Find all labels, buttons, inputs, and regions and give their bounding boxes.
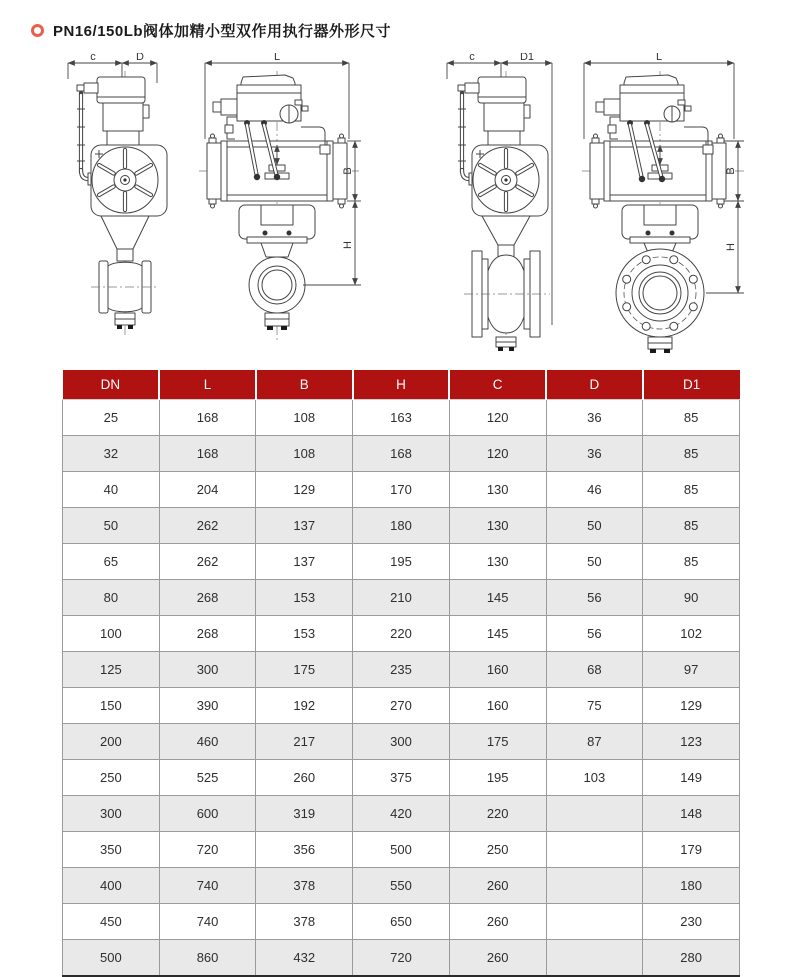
table-cell: 108 bbox=[256, 436, 353, 472]
table-cell: 129 bbox=[643, 688, 740, 724]
dim-label-h: H bbox=[725, 243, 737, 251]
table-cell: 235 bbox=[353, 652, 450, 688]
table-cell: 260 bbox=[449, 904, 546, 940]
table-cell: 150 bbox=[63, 688, 160, 724]
table-cell: 36 bbox=[546, 436, 643, 472]
table-cell: 168 bbox=[159, 400, 256, 436]
table-cell: 90 bbox=[643, 580, 740, 616]
table-cell: 137 bbox=[256, 508, 353, 544]
table-cell: 148 bbox=[643, 796, 740, 832]
table-cell: 268 bbox=[159, 580, 256, 616]
drawing-wafer-valve-front-view bbox=[191, 53, 366, 351]
table-cell: 56 bbox=[546, 616, 643, 652]
table-cell: 378 bbox=[256, 904, 353, 940]
table-cell: 378 bbox=[256, 868, 353, 904]
table-cell: 262 bbox=[159, 508, 256, 544]
table-cell: 650 bbox=[353, 904, 450, 940]
table-cell bbox=[546, 868, 643, 904]
table-row bbox=[63, 436, 740, 472]
table-cell: 204 bbox=[159, 472, 256, 508]
table-cell: 160 bbox=[449, 652, 546, 688]
table-cell: 36 bbox=[546, 400, 643, 436]
dim-label-d: D bbox=[136, 53, 144, 63]
table-cell: 500 bbox=[353, 832, 450, 868]
table-cell: 153 bbox=[256, 580, 353, 616]
table-cell: 420 bbox=[353, 796, 450, 832]
table-cell: 153 bbox=[256, 616, 353, 652]
table-row bbox=[63, 724, 740, 760]
spec-table-head-row bbox=[63, 370, 740, 400]
table-cell bbox=[546, 904, 643, 940]
table-row bbox=[63, 508, 740, 544]
table-cell: 163 bbox=[353, 400, 450, 436]
column-header: DN bbox=[63, 370, 160, 400]
table-cell: 108 bbox=[256, 400, 353, 436]
table-cell: 179 bbox=[643, 832, 740, 868]
table-cell: 525 bbox=[159, 760, 256, 796]
table-cell: 145 bbox=[449, 580, 546, 616]
table-cell: 220 bbox=[449, 796, 546, 832]
table-cell: 168 bbox=[159, 436, 256, 472]
table-cell: 280 bbox=[643, 940, 740, 977]
table-row bbox=[63, 940, 740, 977]
table-cell: 250 bbox=[449, 832, 546, 868]
table-cell: 460 bbox=[159, 724, 256, 760]
table-cell: 85 bbox=[643, 508, 740, 544]
table-cell: 85 bbox=[643, 472, 740, 508]
table-cell: 160 bbox=[449, 688, 546, 724]
table-cell: 130 bbox=[449, 544, 546, 580]
table-cell: 129 bbox=[256, 472, 353, 508]
table-cell bbox=[546, 796, 643, 832]
bullet-icon bbox=[31, 24, 44, 37]
table-cell: 250 bbox=[63, 760, 160, 796]
gearbox-wheel bbox=[91, 145, 167, 216]
table-cell: 180 bbox=[353, 508, 450, 544]
table-cell: 175 bbox=[256, 652, 353, 688]
table-row bbox=[63, 400, 740, 436]
table-cell: 720 bbox=[159, 832, 256, 868]
table-cell: 80 bbox=[63, 580, 160, 616]
table-cell: 860 bbox=[159, 940, 256, 977]
table-row bbox=[63, 652, 740, 688]
table-row bbox=[63, 580, 740, 616]
table-row bbox=[63, 616, 740, 652]
table-cell: 56 bbox=[546, 580, 643, 616]
table-cell: 175 bbox=[449, 724, 546, 760]
column-header: H bbox=[353, 370, 450, 400]
section-header bbox=[0, 0, 790, 41]
table-cell: 300 bbox=[63, 796, 160, 832]
table-cell: 500 bbox=[63, 940, 160, 977]
column-header: D1 bbox=[643, 370, 740, 400]
table-cell: 720 bbox=[353, 940, 450, 977]
dim-label-b: B bbox=[342, 167, 354, 175]
table-cell: 200 bbox=[63, 724, 160, 760]
table-cell: 195 bbox=[353, 544, 450, 580]
page-title: PN16/150Lb阀体加精小型双作用执行器外形尺寸 bbox=[53, 23, 392, 40]
dim-label-b: B bbox=[725, 167, 737, 175]
column-header: L bbox=[159, 370, 256, 400]
column-header: D bbox=[546, 370, 643, 400]
table-cell bbox=[546, 832, 643, 868]
spec-table-body bbox=[63, 400, 740, 977]
table-cell: 102 bbox=[643, 616, 740, 652]
column-header: C bbox=[449, 370, 546, 400]
dim-label-l: L bbox=[273, 53, 281, 63]
table-cell: 432 bbox=[256, 940, 353, 977]
table-cell: 740 bbox=[159, 868, 256, 904]
dim-label-c: c bbox=[90, 53, 96, 63]
table-row bbox=[63, 904, 740, 940]
table-cell: 300 bbox=[353, 724, 450, 760]
table-cell: 180 bbox=[643, 868, 740, 904]
table-cell: 123 bbox=[643, 724, 740, 760]
actuator-side-profile bbox=[77, 77, 149, 145]
table-cell: 32 bbox=[63, 436, 160, 472]
table-cell: 50 bbox=[546, 508, 643, 544]
column-header: B bbox=[256, 370, 353, 400]
table-cell: 40 bbox=[63, 472, 160, 508]
table-row bbox=[63, 544, 740, 580]
table-cell: 75 bbox=[546, 688, 643, 724]
table-cell: 195 bbox=[449, 760, 546, 796]
table-cell: 149 bbox=[643, 760, 740, 796]
valve-body-round bbox=[249, 243, 305, 330]
table-cell: 450 bbox=[63, 904, 160, 940]
drawing-flanged-valve-front-view bbox=[572, 53, 752, 356]
table-cell: 600 bbox=[159, 796, 256, 832]
table-cell: 130 bbox=[449, 472, 546, 508]
dim-label-d1: D1 bbox=[519, 53, 535, 63]
valve-flange-face bbox=[616, 243, 704, 353]
table-cell: 390 bbox=[159, 688, 256, 724]
valve-body-wafer bbox=[91, 216, 159, 329]
drawing-flanged-valve-side-view bbox=[434, 53, 584, 353]
gearbox-wheel bbox=[472, 145, 548, 216]
table-cell: 85 bbox=[643, 544, 740, 580]
technical-drawings bbox=[55, 53, 790, 356]
table-cell: 220 bbox=[353, 616, 450, 652]
yoke-bracket bbox=[622, 205, 698, 243]
valve-body-flanged bbox=[464, 216, 550, 351]
actuator-side-profile bbox=[458, 77, 530, 145]
dim-label-l: L bbox=[655, 53, 663, 63]
table-cell: 145 bbox=[449, 616, 546, 652]
table-cell: 137 bbox=[256, 544, 353, 580]
table-row bbox=[63, 832, 740, 868]
table-cell: 260 bbox=[449, 868, 546, 904]
table-cell: 192 bbox=[256, 688, 353, 724]
dim-label-h: H bbox=[342, 241, 354, 249]
table-cell: 85 bbox=[643, 400, 740, 436]
table-row bbox=[63, 868, 740, 904]
table-cell: 50 bbox=[546, 544, 643, 580]
table-cell bbox=[546, 940, 643, 977]
table-cell: 400 bbox=[63, 868, 160, 904]
table-cell: 120 bbox=[449, 436, 546, 472]
table-cell: 270 bbox=[353, 688, 450, 724]
table-cell: 350 bbox=[63, 832, 160, 868]
table-cell: 68 bbox=[546, 652, 643, 688]
table-cell: 217 bbox=[256, 724, 353, 760]
table-row bbox=[63, 472, 740, 508]
table-cell: 120 bbox=[449, 400, 546, 436]
table-row bbox=[63, 688, 740, 724]
table-cell: 260 bbox=[256, 760, 353, 796]
table-cell: 260 bbox=[449, 940, 546, 977]
dim-label-c: c bbox=[469, 53, 475, 63]
table-cell: 130 bbox=[449, 508, 546, 544]
table-cell: 268 bbox=[159, 616, 256, 652]
yoke-bracket bbox=[239, 205, 315, 243]
table-cell: 375 bbox=[353, 760, 450, 796]
table-cell: 103 bbox=[546, 760, 643, 796]
table-cell: 300 bbox=[159, 652, 256, 688]
table-cell: 170 bbox=[353, 472, 450, 508]
table-cell: 230 bbox=[643, 904, 740, 940]
table-cell: 25 bbox=[63, 400, 160, 436]
table-cell: 65 bbox=[63, 544, 160, 580]
table-cell: 319 bbox=[256, 796, 353, 832]
table-cell: 210 bbox=[353, 580, 450, 616]
table-cell: 85 bbox=[643, 436, 740, 472]
table-cell: 100 bbox=[63, 616, 160, 652]
table-cell: 97 bbox=[643, 652, 740, 688]
table-cell: 262 bbox=[159, 544, 256, 580]
table-cell: 50 bbox=[63, 508, 160, 544]
table-cell: 740 bbox=[159, 904, 256, 940]
drawing-wafer-valve-side-view bbox=[55, 53, 195, 343]
table-cell: 46 bbox=[546, 472, 643, 508]
table-cell: 168 bbox=[353, 436, 450, 472]
table-cell: 356 bbox=[256, 832, 353, 868]
table-cell: 87 bbox=[546, 724, 643, 760]
dimension-table bbox=[62, 370, 740, 977]
table-row bbox=[63, 760, 740, 796]
table-row bbox=[63, 796, 740, 832]
table-cell: 125 bbox=[63, 652, 160, 688]
table-cell: 550 bbox=[353, 868, 450, 904]
